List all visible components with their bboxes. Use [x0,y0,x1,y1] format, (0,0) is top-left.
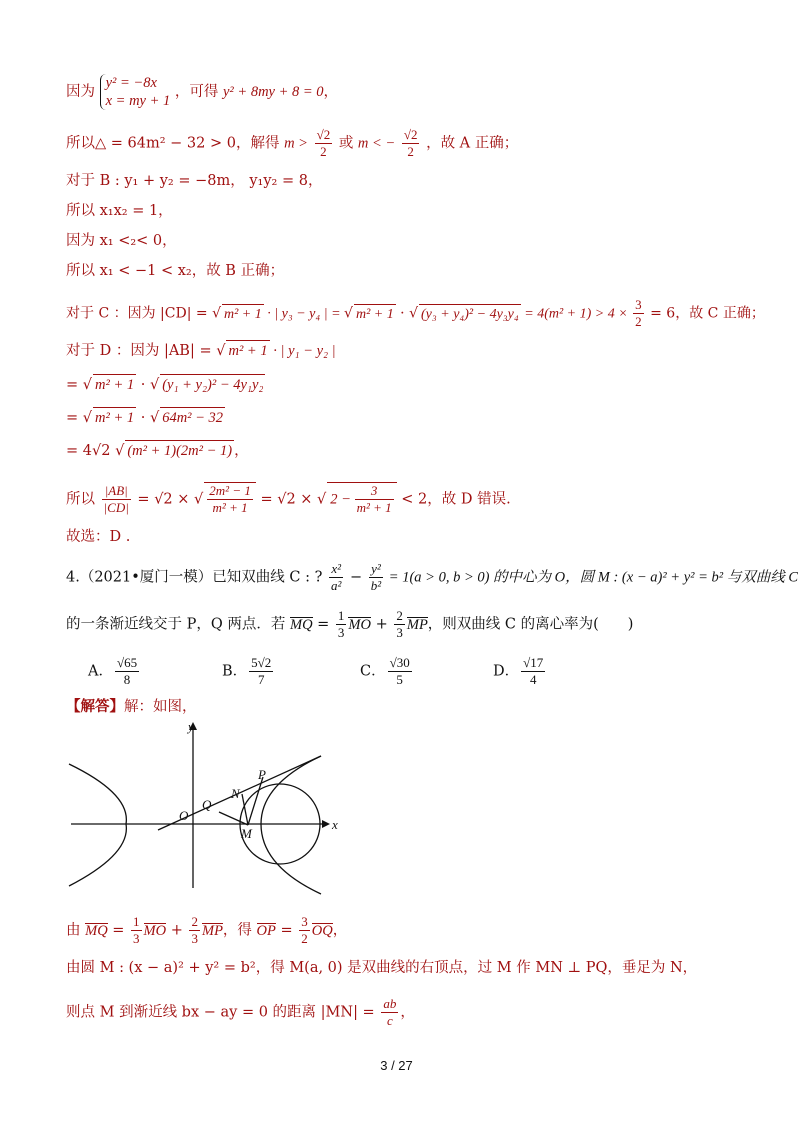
segment-mq [219,812,248,825]
text: 因为 [66,84,95,100]
line-distance: 则点 M 到渐近线 bx − ay = 0 的距离 |MN| = $\frac{ab}{c}$ ， [66,996,415,1028]
line-d-step3: = 4√2 √ (m² + 1)(2m² − 1) ， [66,440,249,461]
line-d-ab: 对于 D ：因为 |AB| = √ m² + 1 · | y₁ − y₂ | [66,340,336,361]
line-b-sign: 因为 x₁ <₂< 0， [66,233,177,249]
hyperbola-right-branch [261,756,321,894]
line-circle-center: 由圆 M : (x − a)² + y² = b²，得 M(a, 0) 是双曲线的右顶点，过 M 作 MN ⊥ PQ，垂足为 N， [66,960,698,976]
page-number: 3 / 27 [380,1058,413,1073]
label-q: Q [202,797,212,812]
hyperbola-figure [66,716,336,896]
label-x: x [332,817,338,832]
line-system-equation: 因为 y² = −8x x = my + 1 ，可得 y² + 8my + 8 = 0， [66,75,339,109]
line-d-step2: = √ m² + 1 · √ 64m² − 32 [66,407,225,428]
line-d-step1: = √ m² + 1 · √ (y₁ + y₂)² − 4y₁y₂ [66,374,265,395]
line-vector-relation: 由 MQ = $\frac{1}{3}$ MO + $\frac{2}{3}$ MP，得 OP = $\frac{3}{2}$ OQ， [66,914,348,946]
line-b-product: 所以 x₁x₂ = 1， [66,203,173,219]
question-4-line1: 4.（2021•厦门一模）已知双曲线 C : ? $\frac{\text{x²}}{\text{a²}}$ − $\frac{\text{y²}}{\text{b²}}$ = 1(a > 0, b > 0) 的中心为 O，圆 M : (x − a)² + y² = b² 与双曲线 C [66,561,798,593]
question-4-line2: 的一条渐近线交于 P，Q 两点．若 MQ = $\frac{1}{3}$ MO + $\frac{2}{3}$ MP，则双曲线 C 的离心率为( ) [66,608,634,640]
line-c-cd: 对于 C ：因为 |CD| = √ m² + 1 · | y₃ − y₄ | = √ m² + 1 · √ (y₃ + y₄)² − 4y₃y₄ = 4(m² + 1) > 4 × $\frac{3}{2}$ = 6，故 C 正确； [66,297,765,329]
fraction: $\frac{√2}{2}$ [316,127,331,159]
label-y: y [188,719,194,734]
option-a[interactable]: A． $\frac{√65}{8}$ [88,655,138,687]
option-b[interactable]: B． $\frac{5√2}{7}$ [222,655,272,687]
hyperbola-left-branch [69,764,126,886]
label-m: M [241,826,252,841]
label-o: O [179,808,189,823]
fraction: $\frac{√2}{2}$ [403,127,418,159]
line-d-ratio: 所以 $\frac{|AB|}{|CD|}$ = √2 × √ $\frac{\text{2m² − 1}}{\text{m² + 1}}$ = √2 × √ 2 − $\frac{3}{\text{m² + 1}}$ < 2，故 D 错误. [66,483,511,515]
option-c[interactable]: C． $\frac{√30}{5}$ [360,655,410,687]
label-p: P [258,767,266,782]
line-b-sum: 对于 B : y₁ + y₂ = −8m， y₁y₂ = 8， [66,173,323,189]
equation-system: y² = −8x x = my + 1 [100,74,171,110]
arrow-right-icon [322,820,330,828]
line-discriminant: 所以△ = 64m² − 32 > 0，解得 m > $\frac{√2}{2}$ 或 m < − $\frac{√2}{2}$ ，故 A 正确； [66,127,519,159]
line-b-conclusion: 所以 x₁ < −1 < x₂，故 B 正确； [66,263,285,279]
option-d[interactable]: D． $\frac{√17}{4}$ [493,655,544,687]
label-n: N [231,786,240,801]
answer-heading: 【解答】解：如图， [66,698,197,715]
line-choice: 故选：D . [66,529,131,545]
